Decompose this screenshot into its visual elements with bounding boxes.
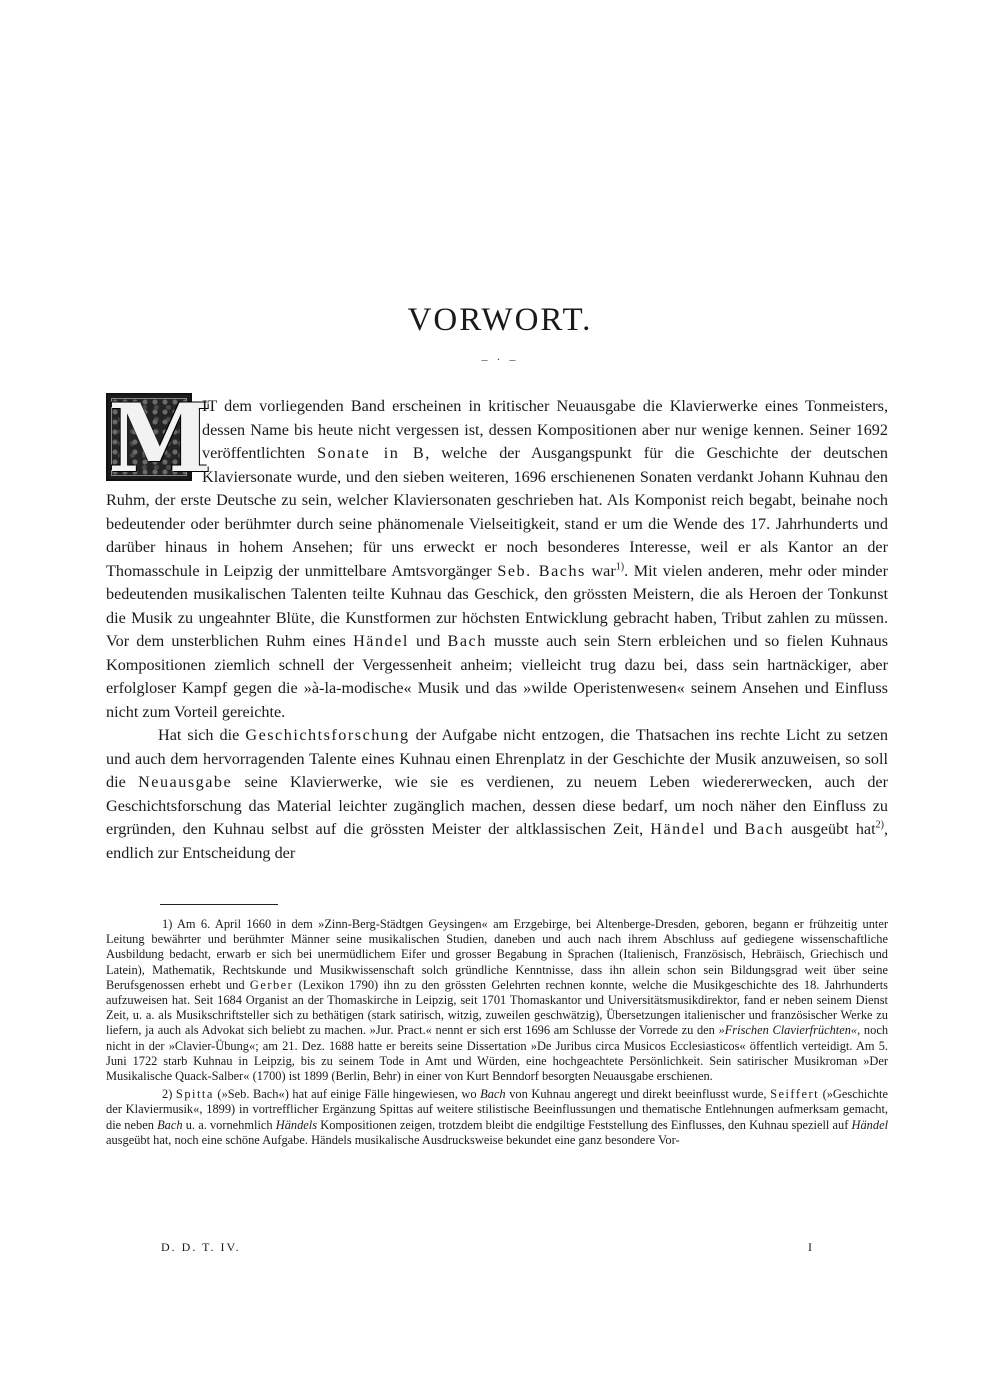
footnote-separator <box>160 904 278 905</box>
name-bach: Bach <box>447 632 487 650</box>
name-haendel: Händel <box>353 632 409 650</box>
signature-mark: D. D. T. IV. <box>161 1240 241 1254</box>
footnote-number: 1) <box>162 917 173 931</box>
name-gerber: Gerber <box>249 977 294 992</box>
footnote-1: 1) Am 6. April 1660 in dem »Zinn-Berg-Städtgen Geysingen« am Erzgebirge, bei Altenberge-Dresden, geboren, begann er frühzeitig unter Leitung bewährter und berühmter Männer seine musikalischen Studien, daneben und auch nach ihrem Abschluss auf gediegene wissenschaftliche Ausbildung bedacht, erwarb er sich bei unermüdlichem Eifer und grosser Begabung in Sprachen (Italienisch, Französisch, Hebräisch, Griechisch und Latein), Mathematik, Rechtskunde und Musikwissenschaft solch gründliche Kenntnisse, dass ihn allein schon sein Bildungsgrad weit über seine Berufsgenossen erhebt und Gerber (Lexikon 1790) ihn zu den grössten Gelehrten rechnen konnte, welche die Musikgeschichte des 18. Jahrhunderts aufzuweisen hat. Seit 1684 Organist an der Thomaskirche in Leipzig, seit 1701 Thomaskantor und Universitätsmusikdirektor, fand er neben seinem Dienst Zeit, u. a. als Musikschriftsteller sich zu bethätigen (stark satirisch, witzig, zuweilen geschwätzig), Übersetzungen italienischer und französischer Werke zu liefern, ja auch als Advokat sich beliebt zu machen. »Jur. Pract.« nennt er sich erst 1696 am Schlusse der Vorrede zu den »Frischen Clavierfrüchten«, noch nicht in der »Clavier-Übung«; am 21. Dez. 1688 hatte er bereits seine Dissertation »De Juribus circa Musicos Ecclesiasticos« öffentlich verteidigt. Am 5. Juni 1722 starb Kuhnau in Leipzig, bis zu seinem Tode in Amt und Würden, eine hochgeachtete Persönlichkeit. Sein satirischer Musikroman »Der Musikalische Quack-Salber« (1700) ist 1899 (Berlin, Behr) in einer von Kurt Benndorf besorgten Neuausgabe erschienen. <box>106 917 889 1084</box>
name-haendel: Händel <box>650 820 707 838</box>
initial-letter: M <box>108 384 213 494</box>
name-seiffert: Seiffert <box>770 1087 820 1102</box>
emphasis-text: Geschichtsforschung <box>245 726 410 744</box>
paragraph-1: IT dem vorliegenden Band erscheinen in kritischer Neuausgabe die Klavierwerke eines Tonmeisters, dessen Name bis heute nicht vergessen ist, dessen Kompositionen aber nur wenige kennen. Seiner 1692 veröffentlichten Sonate in B, welche der Ausgangspunkt für die Geschichte der deutschen Klaviersonate wurde, und den sieben weiteren, 1696 erschienenen Sonaten verdankt Johann Kuhnau den Ruhm, der erste Deutsche zu sein, welcher Klaviersonaten geschrieben hat. Als Komponist reich begabt, beinahe noch bedeutender oder berühmter durch seine phänomenale Vielseitigkeit, stand er um die Wende des 17. Jahrhunderts und darüber hinaus in hohem Ansehen; für uns erweckt er noch besonderes Interesse, weil er als Kantor an der Thomasschule in Leipzig der unmittelbare Amtsvorgänger Seb. Bachs war$^{1)}$. Mit vielen anderen, mehr oder minder bedeutenden musikalischen Talenten teilte Kuhnau das Geschick, den grössten Meistern, die als Heroen der Tonkunst die Musik zu ungeahnter Blüte, die Kunstformen zur höchsten Entwicklung gebracht haben, Tribut zahlen zu müssen. Vor dem unsterblichen Ruhm eines Händel und Bach musste auch sein Stern erbleichen und so fielen Kuhnaus Kompositionen ziemlich schnell der Vergessenheit anheim; vielleicht trug dazu bei, dass sein hartnäckiger, aber erfolgloser Kampf gegen die »à-la-modische« Musik und das »wilde Operistenwesen« seinem Ansehen und Einfluss nicht zum Vorteil gereichte. <box>106 397 889 721</box>
dropcap-space <box>106 395 202 483</box>
title-ornament: – · – <box>481 352 519 366</box>
name-bach: Bach <box>744 820 784 838</box>
footnote-2: 2) Spitta (»Seb. Bach«) hat auf einige Fälle hingewiesen, wo Bach von Kuhnau angeregt und direkt beeinflusst wurde, Seiffert (»Geschichte der Klaviermusik«, 1899) in vortrefflicher Ergänzung Spittas auf weitere stilistische Beeinflussungen und thematische Entlehnungen aufmerksam gemacht, die neben Bach u. a. vornehmlich Händels Kompositionen zeigen, trotzdem bleibt die endgiltige Feststellung des Einflusses, den Kuhnau speziell auf Händel ausgeübt hat, noch eine schöne Aufgabe. Händels musikalische Ausdrucksweise bekundet eine ganz besondere Vor- <box>106 1087 889 1147</box>
emphasis-text: Sonate in B <box>317 444 426 462</box>
work-title: »Frischen Clavierfrüchten« <box>718 1023 858 1038</box>
name-haendel: Händels <box>275 1117 318 1132</box>
page-number: I <box>808 1240 812 1254</box>
name-haendel: Händel <box>851 1117 889 1132</box>
footnote-ref-2[interactable]: 2) <box>875 819 884 831</box>
page-title: VORWORT. <box>407 302 593 338</box>
footnote-number: 2) <box>162 1087 173 1102</box>
footnote-ref-1[interactable]: 1) <box>615 561 625 573</box>
name-bach: Seb. Bachs <box>497 561 586 580</box>
name-bach: Bach <box>157 1117 183 1132</box>
emphasis-text: Neuausgabe <box>138 773 233 791</box>
paragraph-2: Hat sich die Geschichtsforschung der Aufgabe nicht entzogen, die Thatsachen ins rechte Licht zu setzen und auch dem hervorragenden Talente eines Kuhnau einen Ehrenplatz in der Geschichte der Musik anzuweisen, so soll die Neuausgabe seine Klavierwerke, wie sie es verdienen, zu neuem Leben wiedererwecken, auch der Geschichtsforschung das Material leichter zugänglich machen, dessen diese bedarf, um noch näher den Einfluss zu ergründen, den Kuhnau selbst auf die grössten Meister der altklassischen Zeit, Händel und Bach ausgeübt hat$^{2)}$, endlich zur Entscheidung der <box>106 726 888 862</box>
name-bach: Bach <box>480 1087 506 1102</box>
name-spitta: Spitta <box>175 1087 214 1102</box>
main-text <box>106 395 888 865</box>
footnotes <box>106 917 888 1151</box>
